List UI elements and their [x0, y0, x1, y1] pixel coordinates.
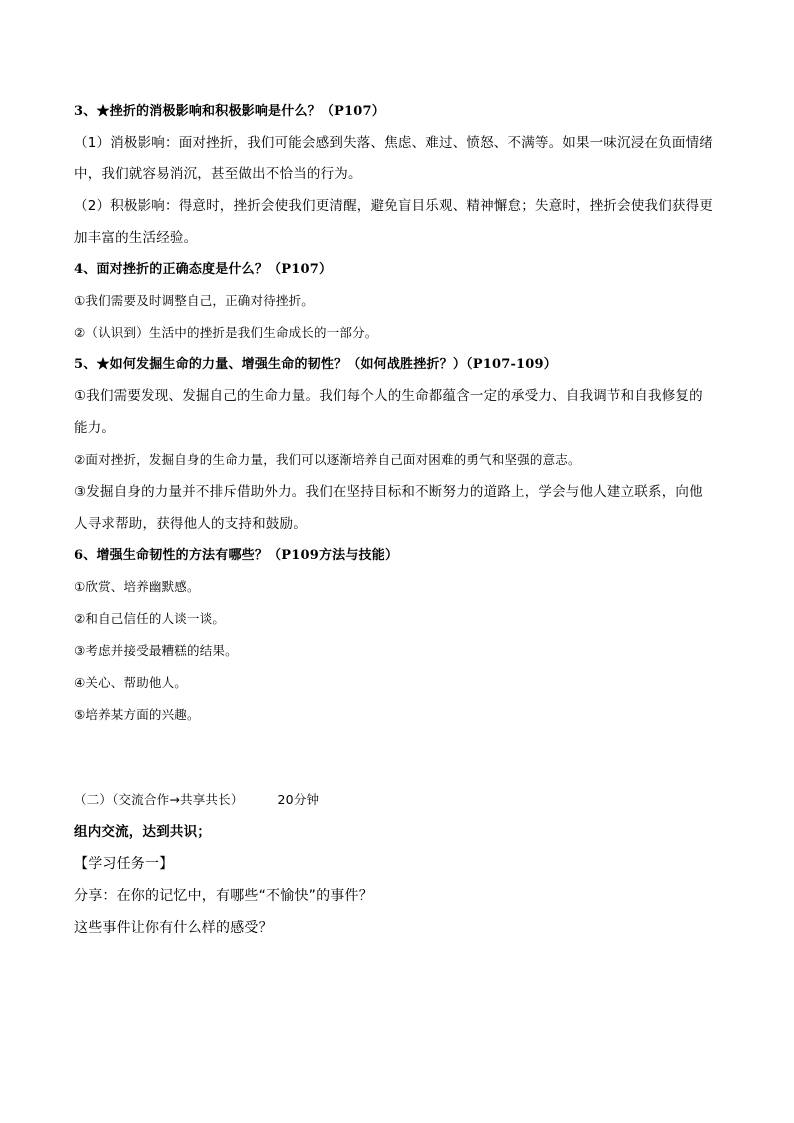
section-2-title: （二）（交流合作→共享共长） [74, 792, 244, 807]
section-2-heading [74, 790, 724, 810]
question-4-line-1: ①我们需要及时调整自己，正确对待挫折。 [74, 293, 315, 308]
question-5-line-1: ①我们需要发现、发掘自己的生命力量。我们每个人的生命都蕴含一定的承受力、自我调节和自我修复的 [74, 388, 703, 404]
question-3-line-1: （1）消极影响：面对挫折，我们可能会感到失落、焦虑、难过、愤怒、不满等。如果一味沉浸在负面情绪 [74, 135, 713, 151]
question-5-line-3: ②面对挫折，发掘自身的生命力量，我们可以逐渐培养自己面对困难的勇气和坚强的意志。 [74, 452, 581, 467]
question-6-item: ④关心、帮助他人。 [74, 675, 188, 690]
question-3-line-4: 加丰富的生活经验。 [74, 230, 198, 246]
question-5-line-5: 人寻求帮助，获得他人的支持和鼓励。 [74, 516, 307, 532]
question-4-title: 4、面对挫折的正确态度是什么？（P107） [74, 262, 333, 277]
question-6-item: ③考虑并接受最糟糕的结果。 [74, 643, 238, 658]
consensus-instruction: 组内交流，达到共识； [74, 824, 211, 840]
question-5-line-2: 能力。 [74, 420, 116, 436]
question-6-item: ②和自己信任的人谈一谈。 [74, 611, 226, 626]
question-6-item: ⑤培养某方面的兴趣。 [74, 707, 200, 722]
share-prompt: 分享：在你的记忆中，有哪些“不愉快”的事件？ [74, 888, 373, 904]
question-3-line-3: （2）积极影响：得意时，挫折会使我们更清醒，避免盲目乐观、精神懈怠；失意时，挫折会使我们获得更 [74, 198, 713, 214]
feeling-prompt: 这些事件让你有什么样的感受？ [74, 920, 273, 936]
section-2-time: 20分钟 [277, 792, 320, 807]
question-6-title: 6、增强生命韧性的方法有哪些？（P109方法与技能） [74, 548, 399, 563]
question-3-line-2: 中，我们就容易消沉，甚至做出不恰当的行为。 [74, 166, 362, 182]
question-6-item: ①欣赏、培养幽默感。 [74, 579, 200, 594]
learning-task-label: 【学习任务一】 [74, 856, 174, 872]
question-5-line-4: ③发掘自身的力量并不排斥借助外力。我们在坚持目标和不断努力的道路上，学会与他人建立联系，向他 [74, 484, 703, 500]
question-5-title: 5、★如何发掘生命的力量、增强生命的韧性？（如何战胜挫折？）（P107-109） [74, 357, 557, 372]
question-3-title: 3、★挫折的消极影响和积极影响是什么？（P107） [74, 104, 385, 119]
question-4-line-2: ②（认识到）生活中的挫折是我们生命成长的一部分。 [74, 325, 378, 340]
